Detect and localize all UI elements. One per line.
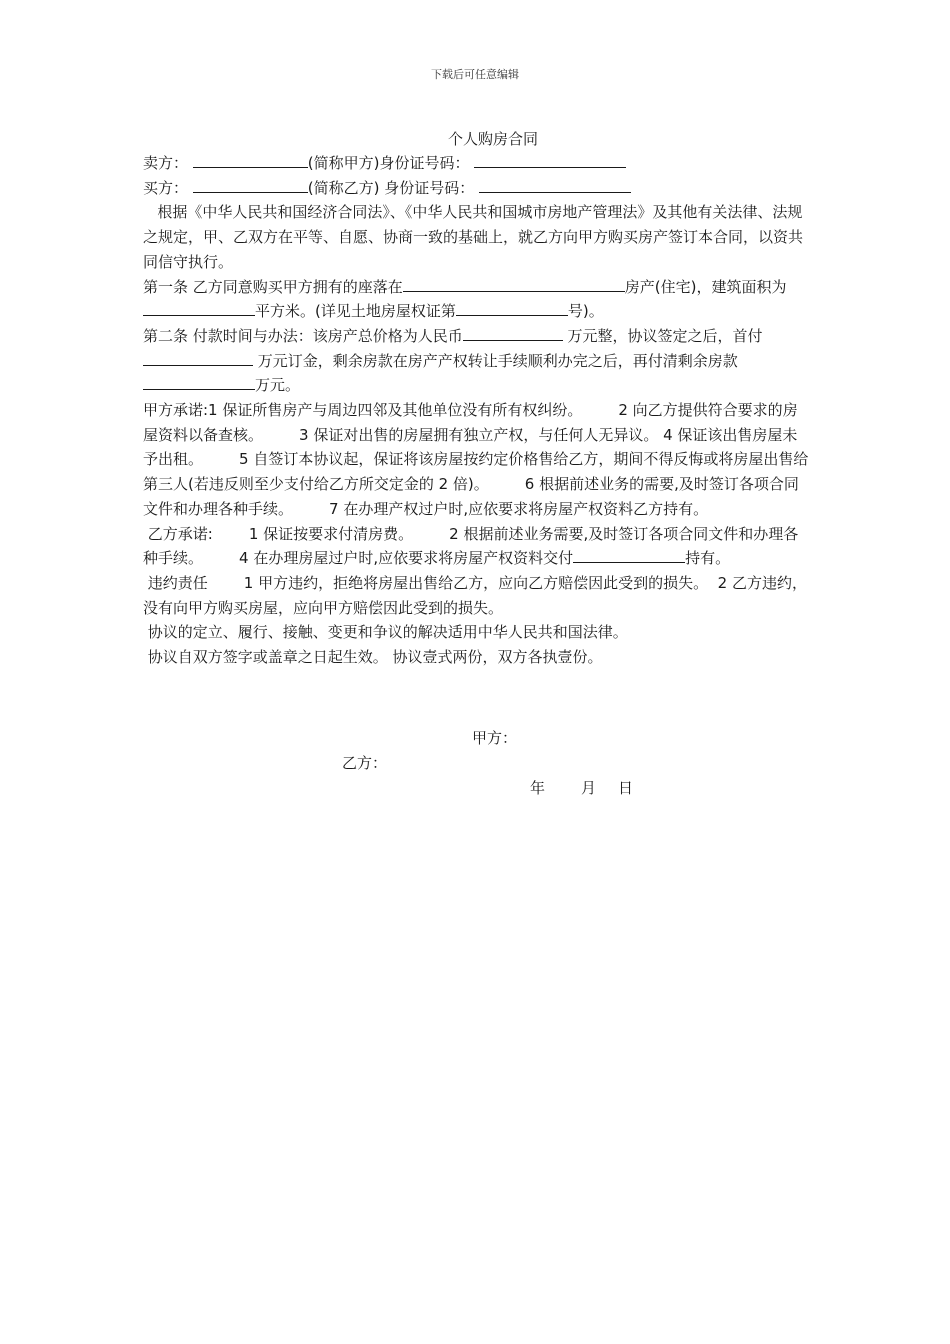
article-1	[143, 275, 811, 324]
area-blank[interactable]	[143, 299, 255, 316]
law-clause-text: 协议的定立、履行、接触、变更和争议的解决适用中华人民共和国法律。	[147, 623, 628, 642]
seller-promise-3: 3 保证对出售的房屋拥有独立产权，与任何人无异议。	[299, 425, 659, 444]
seller-promise-5: 5 自签订本协议起，保证将该房屋按约定价格售给乙方，期间不得反悔或将房屋出售给第三人(若违反则至少支付给乙方所交定金的 2 倍)。	[143, 450, 809, 494]
breach-clause	[143, 571, 811, 620]
breach-item-1: 1 甲方违约，拒绝将房屋出售给乙方，应向乙方赔偿因此受到的损失。	[243, 573, 709, 592]
article-2	[143, 324, 811, 398]
article-2-part1: 第二条 付款时间与办法：该房产总价格为人民币	[143, 326, 463, 345]
seller-id-blank[interactable]	[474, 151, 626, 168]
article-2-part3: 万元订金，剩余房款在房产产权转让手续顺利办完之后，再付清剩余房款	[253, 351, 738, 370]
seller-promise-2: 2 向乙方提供符合要求的房屋资料以备查核。	[143, 401, 798, 444]
deposit-blank[interactable]	[143, 349, 253, 366]
seller-name-blank[interactable]	[193, 151, 308, 168]
buyer-promises	[143, 522, 811, 571]
recipient-blank[interactable]	[573, 546, 685, 563]
seller-promise-4: 4 保证该出售房屋未予出租。	[143, 425, 798, 469]
buyer-promise-2: 2 根据前述业务需要,及时签订各项合同文件和办理各种手续。	[143, 524, 799, 568]
buyer-promise-1: 1 保证按要求付清房费。	[248, 524, 414, 543]
article-1-part3: 平方米。(详见土地房屋权证第	[255, 302, 456, 321]
breach-intro: 违约责任	[147, 573, 208, 592]
contract-body	[143, 151, 811, 670]
certificate-number-blank[interactable]	[456, 299, 568, 316]
effective-clause-text: 协议自双方签字或盖章之日起生效。 协议壹式两份，双方各执壹份。	[147, 648, 603, 667]
seller-promises	[143, 398, 811, 522]
seller-line	[143, 151, 811, 176]
property-location-blank[interactable]	[403, 275, 625, 292]
total-price-blank[interactable]	[463, 324, 563, 341]
buyer-promise-4-end: 持有。	[685, 549, 731, 568]
preamble-text: 根据《中华人民共和国经济合同法》、《中华人民共和国城市房地产管理法》及其他有关法律、法规之规定，甲、乙双方在平等、自愿、协商一致的基础上，就乙方向甲方购买房产签订本合同，以资共同信守执行。	[143, 203, 804, 271]
seller-label: 卖方：	[143, 154, 189, 172]
breach-item-2: 2 乙方违约，没有向甲方购买房屋，应向甲方赔偿因此受到的损失。	[143, 573, 807, 617]
buyer-name-blank[interactable]	[193, 176, 308, 193]
document-title: 个人购房合同	[447, 130, 538, 148]
buyer-promise-intro: 乙方承诺:	[147, 524, 213, 543]
signature-date	[530, 777, 633, 798]
preamble	[143, 200, 811, 274]
buyer-line	[143, 176, 811, 201]
party-a-signature[interactable]: 甲方：	[472, 729, 518, 747]
article-2-part4: 万元。	[255, 376, 301, 395]
seller-promise-1: 甲方承诺:1 保证所售房产与周边四邻及其他单位没有所有权纠纷。	[143, 401, 583, 420]
buyer-id-blank[interactable]	[479, 176, 631, 193]
date-month-label: 月	[581, 779, 597, 797]
article-1-part4: 号)。	[567, 302, 604, 321]
buyer-promise-4: 4 在办理房屋过户时,应依要求将房屋产权资料交付	[239, 549, 574, 568]
date-year-label: 年	[530, 779, 546, 797]
article-1-part1: 第一条 乙方同意购买甲方拥有的座落在	[143, 277, 403, 296]
remaining-payment-blank[interactable]	[143, 373, 255, 390]
party-b-signature[interactable]: 乙方：	[342, 754, 388, 772]
effective-clause	[143, 645, 811, 670]
article-2-part2: 万元整，协议签定之后，首付	[562, 326, 763, 345]
header-note: 下载后可任意编辑	[431, 68, 519, 81]
buyer-label: 买方：	[143, 178, 189, 197]
date-day-label: 日	[618, 779, 634, 797]
article-1-part2: 房产(住宅)，建筑面积为	[624, 277, 787, 296]
seller-promise-7: 7 在办理产权过户时,应依要求将房屋产权资料乙方持有。	[329, 499, 709, 518]
law-clause	[143, 620, 811, 645]
buyer-alias: (简称乙方) 身份证号码：	[307, 178, 475, 197]
seller-promise-6: 6 根据前述业务的需要,及时签订各项合同文件和办理各种手续。	[143, 475, 799, 518]
seller-alias: (简称甲方)身份证号码：	[307, 154, 470, 172]
